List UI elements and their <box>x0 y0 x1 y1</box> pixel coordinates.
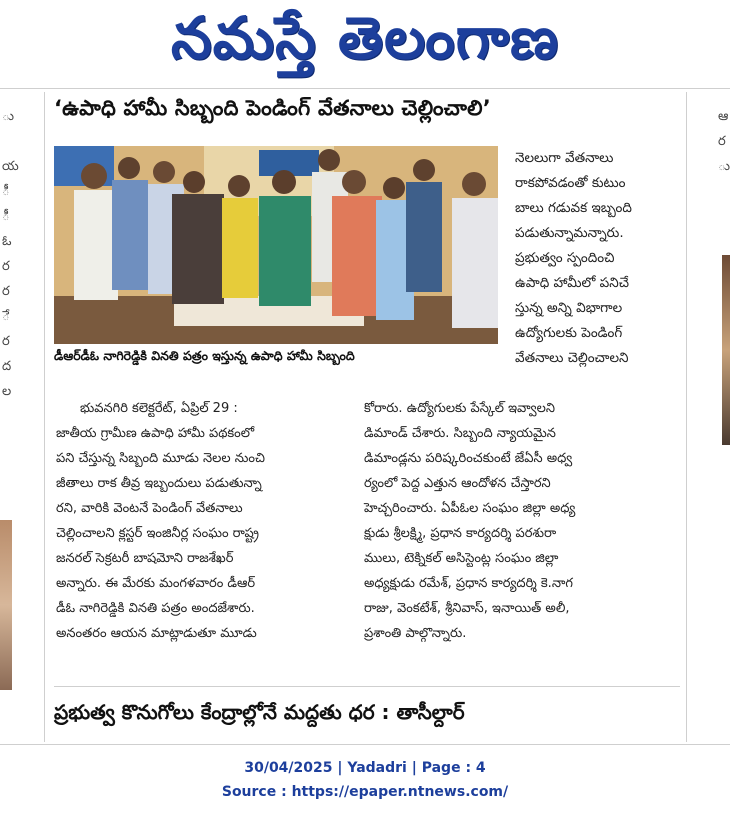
footer-source-link[interactable]: Source : https://epaper.ntnews.com/ <box>221 784 509 800</box>
text-line: అనంతరం ఆయన మాట్లాడుతూ మూడు <box>56 626 257 641</box>
text-line: ప్రభుత్వం స్పందించి <box>515 250 615 266</box>
edge-fragment: య <box>2 159 19 174</box>
page-bottom-divider <box>0 744 730 745</box>
right-column-divider <box>686 92 687 742</box>
edge-fragment: ే <box>2 309 10 324</box>
article-column-left <box>56 396 356 646</box>
text-line: రని, వారికి వెంటనే పెండింగ్ వేతనాలు <box>56 501 243 516</box>
edge-fragment: ఓ <box>2 234 12 249</box>
text-line: ఉపాధి హామీలో పనిచే <box>515 275 629 291</box>
masthead <box>0 0 730 86</box>
text-line: జనరల్ సెక్రటరీ బాషమోని రాజశేఖర్ <box>56 551 234 566</box>
edge-fragment: ు <box>2 109 15 124</box>
text-line: భువనగిరి కలెక్టరేట్, ఏప్రిల్ 29 : <box>80 401 238 416</box>
text-line: ర్యంలో పెద్ద ఎత్తున ఆందోళన చేస్తారని <box>364 476 551 491</box>
news-photo <box>54 146 498 344</box>
edge-fragment: ు <box>718 159 730 174</box>
text-line: అన్నారు. ఈ మేరకు మంగళవారం డీఆర్ <box>56 576 256 591</box>
photo-illustration <box>54 146 498 344</box>
article-headline: ‘ఉపాధి హామీ సిబ్బంది పెండింగ్ వేతనాలు చెల్లించాలి’ <box>54 96 491 120</box>
text-line: కోరారు. ఉద్యోగులకు పేస్కేల్ ఇవ్వాలని <box>364 401 555 416</box>
text-line: ఉద్యోగులకు పెండింగ్ <box>515 325 623 341</box>
edge-fragment: ర <box>2 284 10 299</box>
text-line: జీతాలు రాక తీవ్ర ఇబ్బందులు పడుతున్నా <box>56 476 262 491</box>
footer-date-edition: 30/04/2025 | Yadadri | Page : 4 <box>244 760 486 776</box>
newspaper-title: నమస్తే తెలంగాణ <box>171 4 559 72</box>
edge-fragment: ల <box>2 384 12 399</box>
text-line: క్షుడు శ్రీలక్ష్మి, ప్రధాన కార్యదర్శి పరశురా <box>364 526 557 541</box>
text-line: బాలు గడువక ఇబ్బంది <box>515 200 632 216</box>
left-column-divider <box>44 92 45 742</box>
photo-caption: డీఆర్‌డీఓ నాగిరెడ్డికి వినతి పత్రం ఇస్తున్న ఉపాధి హామీ సిబ్బంది <box>54 348 355 363</box>
edge-fragment: ద <box>2 359 12 374</box>
text-line: పడుతున్నామన్నారు. <box>515 225 624 241</box>
edge-fragment: ఆ <box>718 109 729 124</box>
edge-fragment: ీ <box>2 209 10 224</box>
text-line: నెలలుగా వేతనాలు <box>515 150 614 166</box>
next-article-headline: ప్రభుత్వ కొనుగోలు కేంద్రాల్లోనే మద్దతు ధర : తాసీల్దార్ <box>54 700 465 724</box>
text-line: జాతీయ గ్రామీణ ఉపాధి హామీ పథకంలో <box>56 426 255 441</box>
text-line: చెల్లించాలని క్లస్టర్ ఇంజినీర్ల సంఘం రాష్ట్ర <box>56 526 259 541</box>
edge-fragment: ర <box>2 334 10 349</box>
text-line: పని చేస్తున్న సిబ్బంది మూడు నెలల నుంచి <box>56 451 265 466</box>
text-line: అధ్యక్షుడు రమేశ్, ప్రధాన కార్యదర్శి కె.నాగ <box>364 576 573 591</box>
article-column-right-bottom <box>364 396 680 646</box>
edge-fragment: ర <box>2 259 10 274</box>
text-line: రాజు, వెంకటేశ్, శ్రీనివాస్, ఇనాయిత్ అలీ, <box>364 601 570 616</box>
article-bottom-divider <box>54 686 680 687</box>
edge-fragment: ీ <box>2 184 10 199</box>
text-line: ములు, టెక్నికల్ అసిస్టెంట్ల సంఘం జిల్లా <box>364 551 559 566</box>
text-line: రాకపోవడంతో కుటుం <box>515 175 626 191</box>
text-line: డీఓ నాగిరెడ్డికి వినతి పత్రం అందజేశారు. <box>56 601 255 616</box>
top-divider <box>0 88 730 89</box>
text-line: హెచ్చరించారు. ఏపీఓల సంఘం జిల్లా అధ్య <box>364 501 576 516</box>
right-edge-photo <box>722 255 730 445</box>
left-edge-photo <box>0 520 12 690</box>
text-line: ప్రశాంతి పాల్గొన్నారు. <box>364 626 467 641</box>
text-line: స్తున్న అన్ని విభాగాల <box>515 300 623 316</box>
article-column-right-top <box>515 146 673 371</box>
edge-fragment: ర <box>718 134 726 149</box>
text-line: డిమాండ్ చేశారు. సిబ్బంది న్యాయమైన <box>364 426 556 441</box>
text-line: డిమాండ్లను పరిష్కరించకుంటే జేఏసీ అధ్వ <box>364 451 573 466</box>
text-line: వేతనాలు చెల్లించాలని <box>515 350 629 366</box>
